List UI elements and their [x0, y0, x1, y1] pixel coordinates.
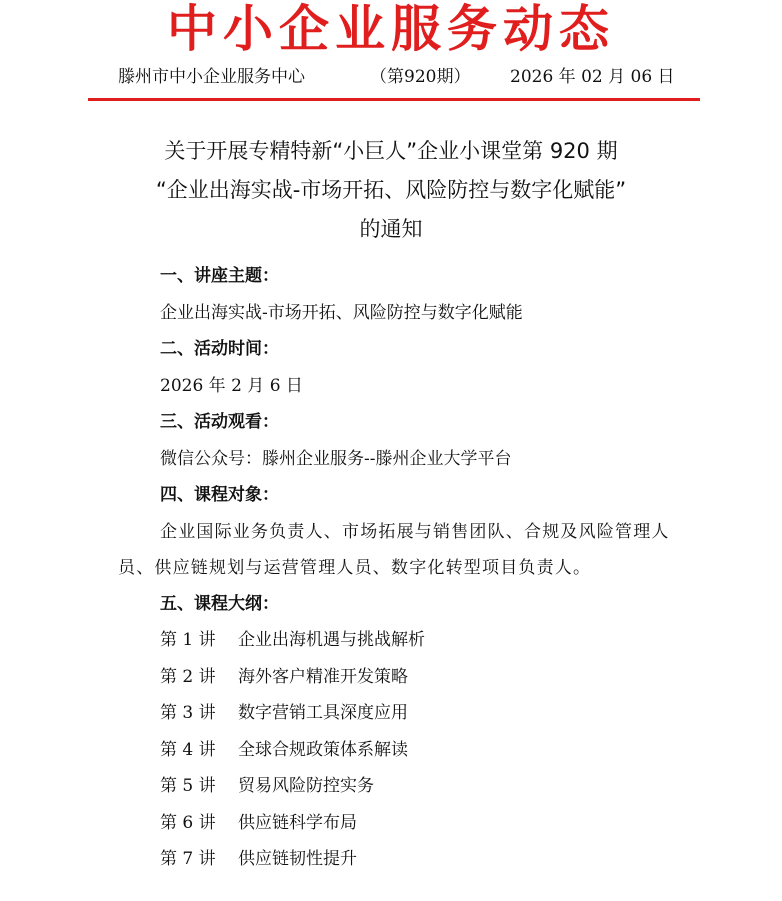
section-heading-topic: 一、讲座主题：	[160, 266, 279, 286]
section-text-topic: 企业出海实战-市场开拓、风险防控与数字化赋能	[160, 302, 523, 323]
lecture-number: 第 4 讲	[160, 739, 216, 760]
section-heading-time: 二、活动时间：	[160, 339, 279, 359]
issue-date: 2026 年 02 月 06 日	[510, 67, 675, 87]
lecture-number: 第 5 讲	[160, 776, 216, 796]
issue-number: （第920期）	[370, 67, 471, 87]
lecture-number: 第 7 讲	[160, 849, 216, 869]
issuing-organization: 滕州市中小企业服务中心	[118, 67, 305, 87]
lecture-item	[118, 622, 678, 659]
lecture-item	[118, 695, 678, 732]
section-heading-outline: 五、课程大纲：	[160, 593, 279, 614]
masthead-divider	[88, 98, 700, 101]
notice-title-line-1: 关于开展专精特新“小巨人”企业小课堂第 920 期	[164, 139, 618, 163]
notice-title	[0, 132, 782, 249]
lecture-number: 第 6 讲	[160, 812, 216, 833]
lecture-number: 第 1 讲	[160, 630, 216, 650]
lecture-title: 数字营销工具深度应用	[238, 703, 408, 723]
lecture-title: 企业出海机遇与挑战解析	[238, 630, 425, 650]
lecture-item	[118, 659, 678, 696]
lecture-title: 供应链科学布局	[238, 812, 357, 833]
lecture-title: 供应链韧性提升	[238, 849, 357, 869]
notice-body	[118, 258, 678, 878]
section-text-time: 2026 年 2 月 6 日	[160, 375, 303, 396]
lecture-title: 海外客户精准开发策略	[238, 666, 408, 687]
lecture-title: 贸易风险防控实务	[238, 776, 374, 796]
section-text-viewing: 微信公众号：滕州企业服务--滕州企业大学平台	[160, 448, 512, 469]
section-heading-audience: 四、课程对象：	[160, 485, 279, 505]
lecture-number: 第 2 讲	[160, 666, 216, 687]
masthead	[0, 0, 782, 58]
masthead-title: 中小企业服务动态	[167, 0, 615, 58]
lecture-number: 第 3 讲	[160, 703, 216, 723]
lecture-title: 全球合规政策体系解读	[238, 739, 408, 760]
notice-title-line-3: 的通知	[359, 217, 423, 241]
notice-title-line-2: “企业出海实战-市场开拓、风险防控与数字化赋能”	[155, 178, 627, 202]
section-heading-viewing: 三、活动观看：	[160, 412, 279, 432]
lecture-item	[118, 805, 678, 842]
lecture-item	[118, 768, 678, 805]
lecture-item	[118, 841, 678, 878]
section-text-audience: 企业国际业务负责人、市场拓展与销售团队、合规及风险管理人员、供应链规划与运营管理人员、数字化转型项目负责人。	[118, 521, 670, 578]
masthead-subline	[100, 64, 700, 90]
lecture-item	[118, 732, 678, 769]
